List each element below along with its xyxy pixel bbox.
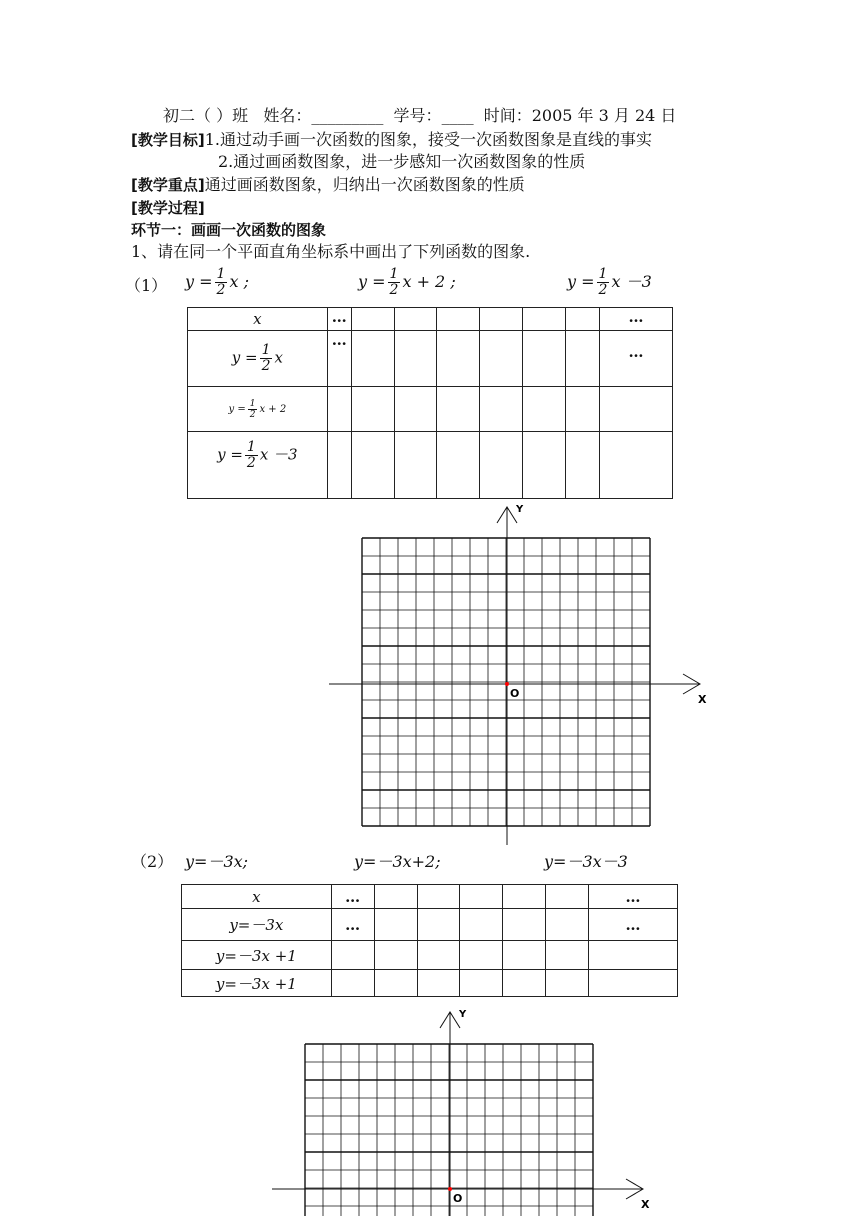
part2-formula-1: y=－3x;	[185, 852, 249, 871]
table-row-label: y = $\frac{1}{2}$ x	[188, 331, 328, 387]
part2-formula-2: y=－3x+2;	[354, 852, 441, 871]
y-axis-label: Y	[459, 1009, 467, 1020]
student-id-blank[interactable]: ____	[441, 106, 474, 125]
table-row-label: y = $\frac{1}{2}$ x －3	[188, 432, 328, 499]
table-ellipsis: …	[600, 331, 673, 387]
table-ellipsis: …	[600, 308, 673, 331]
key-point-label: [教学重点]	[131, 176, 205, 194]
origin-label: O	[510, 687, 520, 700]
part2-number: （2）	[131, 852, 174, 871]
process-label: [教学过程]	[131, 199, 205, 217]
table-header-x: x	[182, 885, 332, 909]
x-axis-label: X	[698, 693, 707, 706]
part2-formula-3: y=－3x－3	[544, 852, 628, 871]
key-point-text: 通过画函数图象，归纳出一次函数图象的性质	[204, 175, 525, 194]
time-label: 时间：2005 年 3 月 24 日	[483, 106, 677, 125]
table-ellipsis: …	[327, 331, 351, 387]
x-axis-label: X	[641, 1198, 650, 1211]
y-axis-label: Y	[516, 504, 524, 515]
section-title: 环节一：画画一次函数的图象	[131, 221, 327, 239]
student-id-label: 学号：	[393, 106, 442, 125]
table-ellipsis: …	[589, 885, 678, 909]
table-row-label: y=－3x +1	[182, 941, 332, 970]
table-row-label: y = $\frac{1}{2}$ x + 2	[188, 387, 328, 432]
origin-dot	[448, 1187, 452, 1191]
part1-formula-3: y = $\frac{1}{2}$ x －3	[567, 266, 652, 298]
table-row-label: y=－3x	[182, 909, 332, 941]
table-ellipsis: …	[327, 308, 351, 331]
origin-label: O	[453, 1192, 463, 1205]
task-text: 1、请在同一个平面直角坐标系中画出了下列函数的图象.	[131, 242, 531, 261]
part1-formula-2: y = $\frac{1}{2}$ x + 2 ;	[358, 266, 456, 298]
table-row-label: y=－3x +1	[182, 970, 332, 997]
name-label: 姓名：	[263, 106, 312, 125]
table-header-x: x	[188, 308, 328, 331]
class-label: 初二（ ）班	[163, 106, 249, 125]
part1-number: （1）	[125, 276, 168, 295]
objective-item-1: 1.通过动手画一次函数的图象，接受一次函数图象是直线的事实	[204, 130, 652, 149]
table-ellipsis: …	[589, 909, 678, 941]
objective-item-2: 2.通过画函数图象，进一步感知一次函数图象的性质	[218, 152, 586, 171]
part1-formula-1: y = $\frac{1}{2}$ x ;	[185, 266, 249, 298]
name-blank[interactable]: _________	[311, 106, 384, 125]
objectives-label: [教学目标]	[131, 131, 205, 149]
table-ellipsis: …	[331, 909, 374, 941]
table-ellipsis: …	[331, 885, 374, 909]
